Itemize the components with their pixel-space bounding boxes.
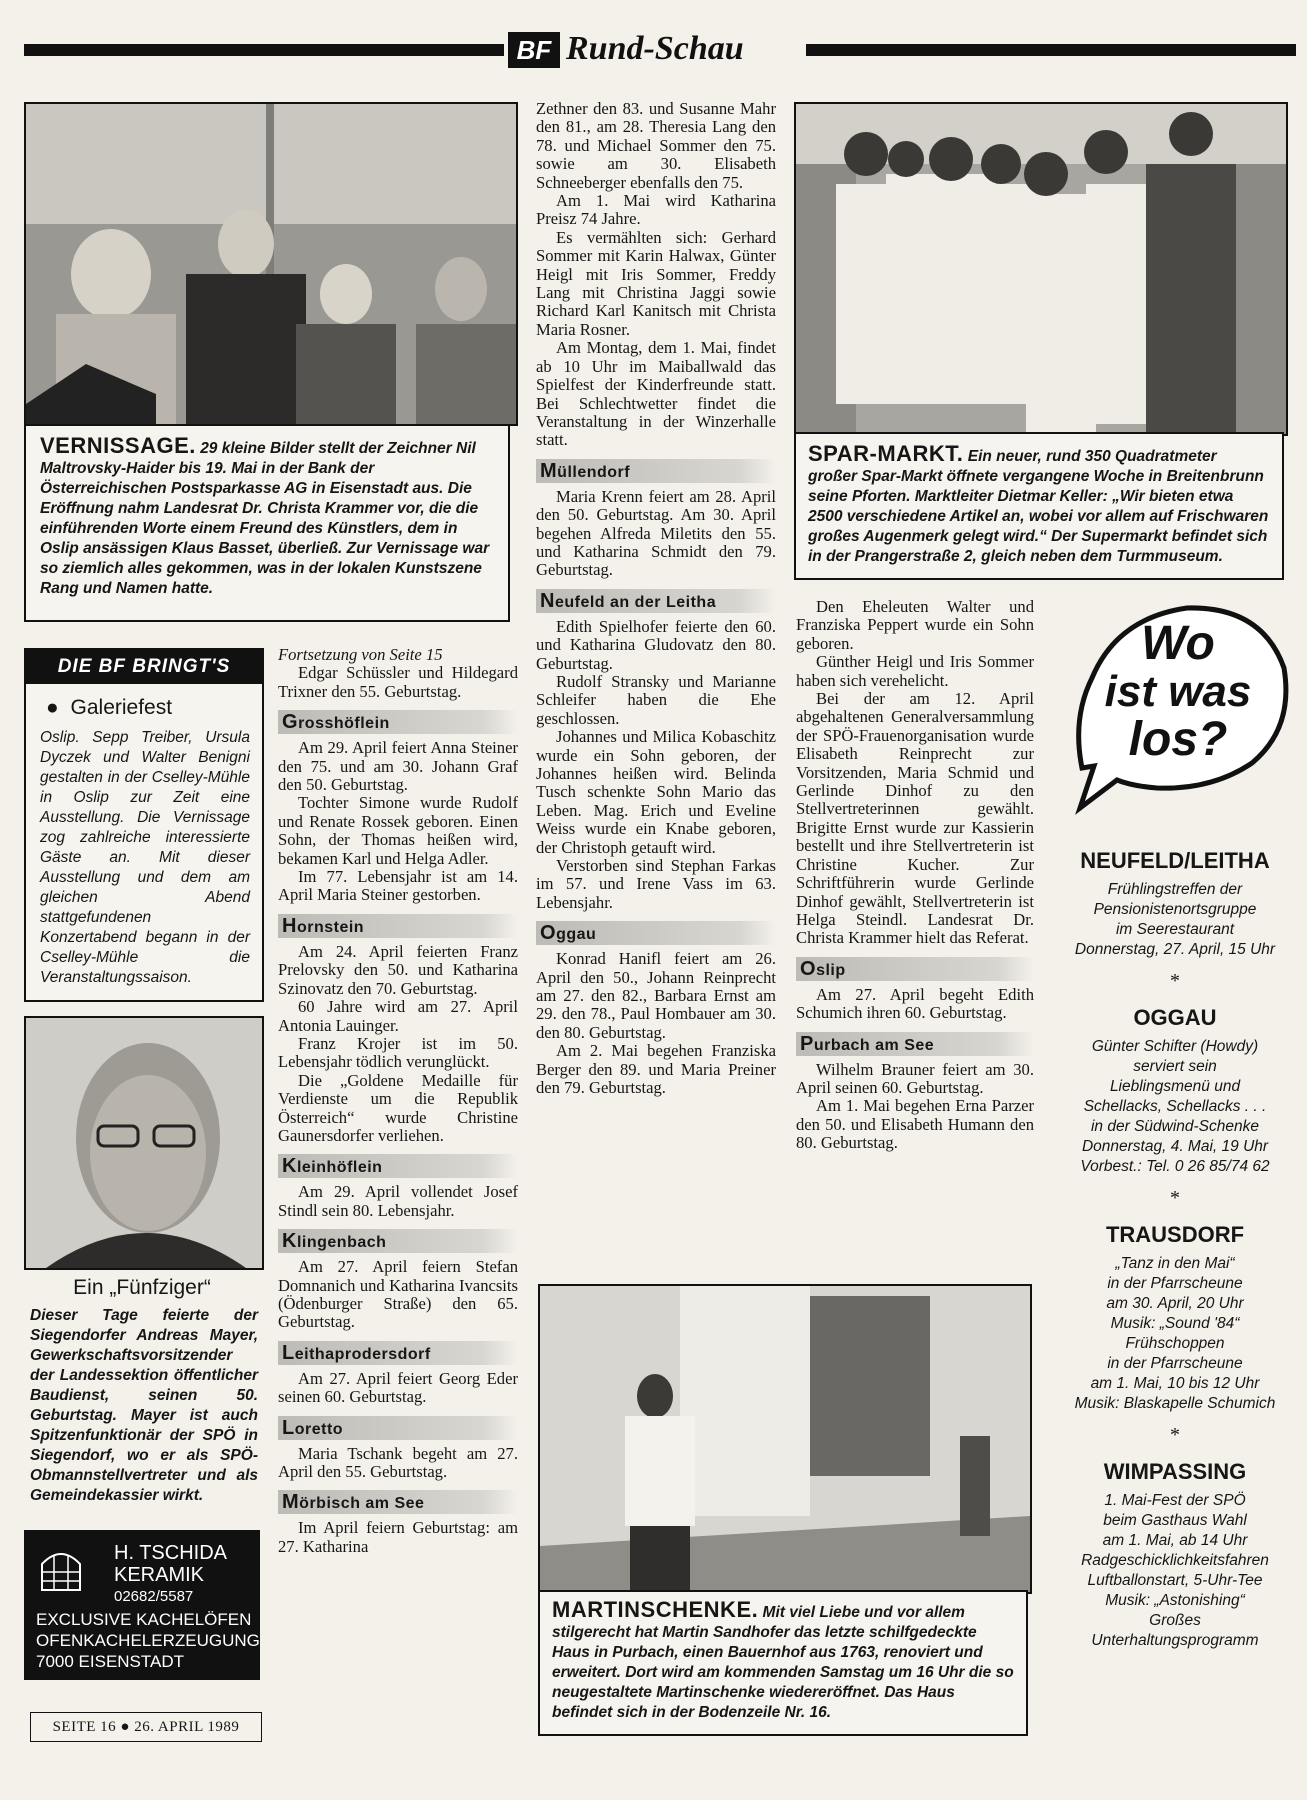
event-line: Frühschoppen — [1125, 1335, 1225, 1352]
event-line: Donnerstag, 4. Mai, 19 Uhr — [1081, 1138, 1269, 1155]
col2-p4: Am 27. April feiern Stefan Domnanich und Katharina Ivancsits (Ödenburger Straße) den 65. Geburtstag. — [278, 1257, 518, 1332]
event-line: Günter Schifter (Howdy) — [1091, 1038, 1259, 1055]
heading-kleinhoeflein: Kleinhöflein — [278, 1154, 518, 1178]
event-line: Großes — [1149, 1612, 1201, 1629]
heading-moerbisch: Mörbisch am See — [278, 1490, 518, 1514]
event-line: 1. Mai-Fest der SPÖ — [1104, 1492, 1246, 1509]
spar-caption — [794, 432, 1284, 580]
bringts-title: Galeriefest — [70, 696, 173, 719]
bringts-title-row — [46, 696, 262, 720]
col2-p2d: Die „Goldene Medaille für Verdienste um die Republik Österreich“ wurde Christine Gaunersdorfer verliehen. — [278, 1070, 518, 1145]
continued-note: Fortsetzung von Seite 15 — [278, 645, 443, 664]
heading-leithaprodersdorf: Leithaprodersdorf — [278, 1341, 518, 1365]
header-rule-right — [806, 44, 1296, 56]
fuenfziger-title: Ein „Fünfziger“ — [73, 1276, 211, 1299]
col2-p7: Im April feiern Geburtstag: am 27. Katharina — [278, 1518, 518, 1556]
event-place: TRAUSDORF — [1105, 1222, 1245, 1247]
col3-p2d: Verstorben sind Stephan Farkas im 57. und Irene Vass im 63. Lebensjahr. — [536, 856, 776, 912]
heading-loretto: Loretto — [278, 1416, 518, 1440]
bringts-box — [24, 648, 264, 1002]
heading-purbach: Purbach am See — [796, 1032, 1034, 1056]
ad-name2: KERAMIK — [114, 1564, 205, 1586]
col3-p3b: Am 2. Mai begehen Franziska Berger den 89. und Maria Preiner den 79. Geburtstag. — [536, 1041, 776, 1098]
col2-p1b: Tochter Simone wurde Rudolf und Renate Rossek geboren. Einen Sohn, der Thomas heißen wird, bekamen Karl und Helga Adler. — [278, 793, 518, 868]
col4-p0b: Günther Heigl und Iris Sommer haben sich verehelicht. — [796, 652, 1034, 690]
kachelofen-icon — [38, 1548, 84, 1592]
event-line: Pensionistenortsgruppe — [1093, 901, 1257, 918]
heading-oslip: Oslip — [796, 957, 1034, 981]
event-line: Lieblingsmenü und — [1109, 1078, 1241, 1095]
col2-p2c: Franz Krojer ist im 50. Lebensjahr tödlich verunglückt. — [278, 1033, 518, 1072]
heading-grosshoeflein: Grosshöflein — [278, 710, 518, 734]
column-2 — [278, 646, 518, 1556]
event-list — [1050, 848, 1300, 1651]
header-rule-left — [24, 44, 504, 56]
event-line: beim Gasthaus Wahl — [1103, 1512, 1247, 1529]
star-divider: * — [1170, 1187, 1180, 1209]
col4-p2a: Wilhelm Brauner feiert am 30. April seinen 60. Geburtstag. — [796, 1059, 1034, 1097]
event-place: WIMPASSING — [1103, 1459, 1247, 1484]
ad-name1: H. TSCHIDA — [114, 1542, 227, 1564]
col2-p0: Edgar Schüssler und Hildegard Trixner den 55. Geburtstag. — [278, 663, 518, 701]
col3-p2b: Rudolf Stransky und Marianne Schleifer haben die Ehe geschlossen. — [536, 671, 776, 728]
col4-p0: Den Eheleuten Walter und Franziska Peppert wurde ein Sohn geboren. — [796, 597, 1034, 653]
wo-line2: ist was — [1104, 667, 1252, 716]
ad-phone: 02682/5587 — [114, 1588, 194, 1605]
col2-p5: Am 27. April feiert Georg Eder seinen 60. Geburtstag. — [278, 1368, 518, 1407]
col2-p2a: Am 24. April feierten Franz Prelovsky den 50. und Katharina Szinovatz den 70. Geburtstag. — [278, 941, 518, 998]
spar-photo-image — [796, 104, 1286, 434]
heading-oggau: Oggau — [536, 921, 776, 945]
column-4 — [796, 598, 1034, 1153]
event-place: NEUFELD/LEITHA — [1080, 848, 1270, 873]
heading-hornstein: Hornstein — [278, 914, 518, 938]
event-line: Luftballonstart, 5-Uhr-Tee — [1087, 1572, 1263, 1589]
heading-muellendorf: Müllendorf — [536, 459, 776, 483]
event-line: Musik: „Sound '84“ — [1110, 1315, 1240, 1332]
event-line: Musik: „Astonishing“ — [1105, 1592, 1245, 1609]
bullet-icon: ● — [46, 696, 59, 719]
event-line: Vorbest.: Tel. 0 26 85/74 62 — [1080, 1158, 1270, 1175]
event-line: serviert sein — [1133, 1058, 1217, 1075]
col4-p1: Am 27. April begeht Edith Schumich ihren 60. Geburtstag. — [796, 984, 1034, 1023]
col3-p1: Maria Krenn feiert am 28. April den 50. Geburtstag. Am 30. April begehen Alfreda Miletits den 55. und Katharina Schmidt den 79. Geburtstag. — [536, 486, 776, 580]
martinschenke-photo — [538, 1284, 1032, 1594]
col3-p3a: Konrad Hanifl feiert am 26. April den 50., Johann Reinprecht am 27. den 82., Barbara Ernst am 29. den 78., Paul Hombauer am 30. den 80. Geburtstag. — [536, 949, 776, 1042]
martinschenke-photo-image — [540, 1286, 1030, 1592]
ad-line2: OFENKACHELERZEUGUNG — [36, 1631, 260, 1650]
col3-p0: Zethner den 83. und Susanne Mahr den 81., am 28. Theresia Lang den 78. und Michael Sommer den 75. sowie am 30. Elisabeth Schneeberger ebenfalls den 75. — [536, 99, 776, 192]
vernissage-caption-text: 29 kleine Bilder stellt der Zeichner Nil Maltrovsky-Haider bis 19. Mai in der Bank der Österreichischen Postsparkasse AG in Eisenstadt aus. Die Eröffnung nahm Landesrat Dr. Christa Krammer vor, die die einführenden Worte einem Freund des Künstlers, dem in Oslip ansässigen Klaus Basset, überließ. Zur Vernissage war so ziemlich alles gekommen, was in der lokalen Kunstszene Rang und Namen hatte. — [40, 440, 490, 597]
col2-p1a: Am 29. April feiert Anna Steiner den 75. und am 30. Johann Graf den 50. Geburtstag. — [278, 738, 518, 795]
event-item — [1050, 848, 1300, 960]
martinschenke-caption — [538, 1590, 1028, 1736]
col3-p0b: Am 1. Mai wird Katharina Preisz 74 Jahre. — [536, 191, 776, 229]
tschida-ad — [24, 1530, 260, 1680]
event-line: Unterhaltungsprogramm — [1091, 1632, 1259, 1649]
footer-date: 26. APRIL 1989 — [134, 1719, 240, 1735]
event-place: OGGAU — [1133, 1005, 1217, 1030]
heading-neufeld: Neufeld an der Leitha — [536, 589, 776, 613]
wo-ist-was-los — [1062, 617, 1294, 766]
col2-p2b: 60 Jahre wird am 27. April Antonia Lauinger. — [278, 997, 518, 1035]
event-line: Frühlingstreffen der — [1107, 881, 1243, 898]
col3-p2c: Johannes und Milica Kobaschitz wurde ein Sohn geboren, der Johannes heißen wird. Belinda Tusch schenkte Sohn Mario das Leben. Mag. Erich und Eveline Weiss wurde ein Knabe geboren, der Christoph getauft wird. — [536, 727, 776, 857]
col2-p6: Maria Tschank begeht am 27. April den 55. Geburtstag. — [278, 1443, 518, 1481]
event-line: Donnerstag, 27. April, 15 Uhr — [1074, 941, 1276, 958]
vernissage-photo — [24, 102, 518, 426]
col3-p2a: Edith Spielhofer feierte den 60. und Katharina Gludovatz den 80. Geburtstag. — [536, 616, 776, 673]
event-line: in der Pfarrscheune — [1107, 1355, 1243, 1372]
col2-p3: Am 29. April vollendet Josef Stindl sein 80. Lebensjahr. — [278, 1182, 518, 1220]
spar-photo — [794, 102, 1288, 436]
martinschenke-caption-text: Mit viel Liebe und vor allem stilgerecht hat Martin Sandhofer das letzte schilfgedeckte Haus in Purbach, einen Bauernhof aus 1763, renoviert und erweitert. Dort wird am kommenden Samstag um 16 Uhr die so neugestaltete Martinschenke wiedereröffnet. Das Haus befindet sich in der Bodenzeile Nr. 16. — [552, 1604, 1014, 1721]
vernissage-caption — [24, 424, 510, 622]
spar-caption-text: Ein neuer, rund 350 Quadratmeter großer Spar-Markt öffnete vergangene Woche in Breitenbrunn seine Pforten. Marktleiter Dietmar Keller: „Wir bieten etwa 2500 verschiedene Artikel an, wobei vor allem auf Frischwaren großes Augenmerk gelegt wird.“ Der Supermarkt befindet sich in der Prangerstraße 2, gleich neben dem Turmmuseum. — [808, 448, 1269, 565]
event-line: im Seerestaurant — [1115, 921, 1235, 938]
event-line: Radgeschicklichkeitsfahren — [1081, 1552, 1269, 1569]
footer-bullet: ● — [120, 1719, 130, 1735]
col3-p0d: Am Montag, dem 1. Mai, findet ab 10 Uhr im Maiballwald das Spielfest der Kinderfreunde statt. Bei Schlechtwetter findet die Veranstaltung in der Winzerhalle statt. — [536, 338, 776, 450]
bringts-text: Oslip. Sepp Treiber, Ursula Dyczek und Walter Benigni gestalten in der Cselley-Mühle in Oslip zur Zeit eine Ausstellung. Die Vernissage zog zahlreiche interessierte Gäste an. Mit dieser Ausstellung und dem am gleichen Abend stattgefundenen Konzertabend begann in der Cselley-Mühle die Veranstaltungssaison. — [40, 729, 250, 986]
event-line: in der Pfarrscheune — [1107, 1275, 1243, 1292]
event-line: „Tanz in den Mai“ — [1115, 1255, 1235, 1272]
fuenfziger-photo-image — [26, 1018, 262, 1268]
star-divider: * — [1170, 1424, 1180, 1446]
martinschenke-caption-lead: MARTINSCHENKE. — [552, 1597, 759, 1622]
heading-klingenbach: Klingenbach — [278, 1229, 518, 1253]
wo-line1: Wo — [1141, 617, 1215, 670]
ad-line3: 7000 EISENSTADT — [36, 1652, 185, 1671]
column-3 — [536, 100, 776, 1098]
col2-p1c: Im 77. Lebensjahr ist am 14. April Maria Steiner gestorben. — [278, 867, 518, 905]
page-footer — [30, 1712, 262, 1742]
ad-line1: EXCLUSIVE KACHELÖFEN — [36, 1610, 252, 1629]
event-line: in der Südwind-Schenke — [1090, 1118, 1260, 1135]
vernissage-photo-image — [26, 104, 516, 424]
event-line: Musik: Blaskapelle Schumich — [1074, 1395, 1276, 1412]
event-item — [1050, 1222, 1300, 1414]
event-line: am 1. Mai, 10 bis 12 Uhr — [1090, 1375, 1260, 1392]
bringts-header: DIE BF BRINGT'S — [26, 650, 262, 684]
event-line: Schellacks, Schellacks . . . — [1083, 1098, 1267, 1115]
footer-page: SEITE 16 — [52, 1719, 117, 1735]
fuenfziger-photo — [24, 1016, 264, 1270]
col4-p0c: Bei der am 12. April abgehaltenen Generalversammlung der SPÖ-Frauenorganisation wurde Elisabeth Reinprecht zur Vorsitzenden, Maria Schmid und Gerlinde Dinhof zu den Stellvertreterinnen gewählt. Brigitte Ernst wurde zur Kassierin bestellt und ihre Stellvertreterin ist Christine Kucher. Zur Schriftführerin wurde Gerlinde Dinhof gewählt, Stellvertreterin ist Helga Steindl. Landesrat Dr. Christa Krammer hielt das Referat. — [796, 689, 1034, 948]
section-title: Rund-Schau — [566, 30, 744, 67]
col4-p2b: Am 1. Mai begehen Erna Parzer den 50. und Elisabeth Humann den 80. Geburtstag. — [796, 1096, 1034, 1153]
fuenfziger-text: Dieser Tage feierte der Siegendorfer Andreas Mayer, Gewerkschaftsvorsitzender der Landessektion öffentlicher Baudienst, seinen 50. Geburtstag. Mayer ist auch Spitzenfunktionär der SPÖ in Siegendorf, wo er als SPÖ-Obmannstellvertreter und als Gemeindekassier wirkt. — [30, 1307, 258, 1504]
event-item — [1050, 1459, 1300, 1651]
event-line: am 1. Mai, ab 14 Uhr — [1102, 1532, 1248, 1549]
bf-logo: BF — [508, 32, 560, 68]
star-divider: * — [1170, 970, 1180, 992]
col3-p0c: Es vermählten sich: Gerhard Sommer mit Karin Halwax, Günter Heigl mit Iris Sommer, Freddy Lang mit Christina Jaggi sowie Richard Karl Kanitsch mit Christa Maria Rosner. — [536, 227, 776, 339]
event-line: am 30. April, 20 Uhr — [1106, 1295, 1244, 1312]
spar-caption-lead: SPAR-MARKT. — [808, 441, 964, 466]
vernissage-caption-lead: VERNISSAGE. — [40, 433, 196, 458]
wo-line3: los? — [1128, 713, 1228, 766]
event-item — [1050, 1005, 1300, 1177]
